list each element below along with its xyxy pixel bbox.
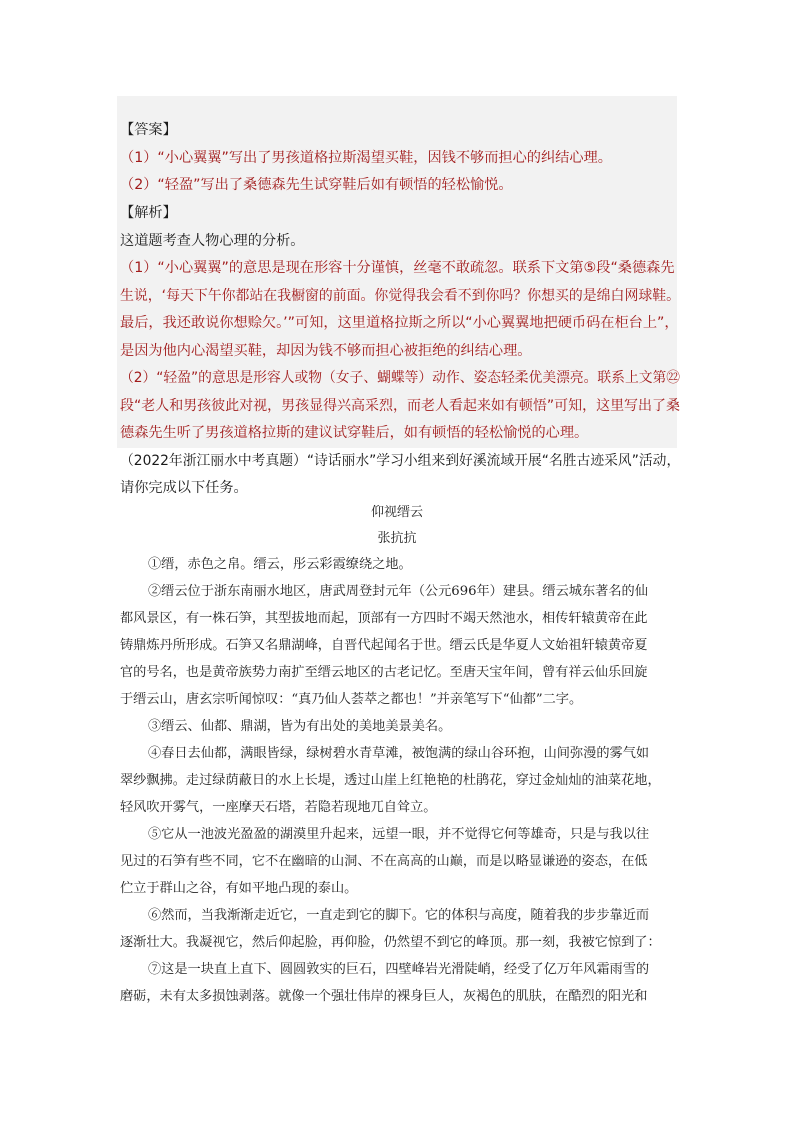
essay-author: 张抗抗 bbox=[377, 531, 417, 546]
essay-line: ④春日去仙都，满眼皆绿，绿树碧水青草滩，被饱满的绿山谷环抱，山间弥漫的雾气如 bbox=[148, 746, 650, 761]
essay-line: 翠纱飘拂。走过绿荫蔽日的水上长堤，透过山崖上红艳艳的杜鹃花，穿过金灿灿的油菜花地， bbox=[120, 773, 661, 788]
analysis-p1-line: 最后，我还敢说你想赊欠。’”可知，这里道格拉斯之所以“小心翼翼地把硬币码在柜台上”， bbox=[120, 315, 679, 331]
essay-line: ③缙云、仙都、鼎湖，皆为有出处的美地美景美名。 bbox=[148, 719, 452, 734]
essay-line: ⑥然而，当我渐渐走近它，一直走到它的脚下。它的体积与高度，随着我的步步靠近而 bbox=[148, 908, 650, 923]
essay-line: ②缙云位于浙东南丽水地区，唐武周登封元年（公元696年）建县。缙云城东著名的仙 bbox=[148, 584, 648, 599]
essay-line: 于缙云山，唐玄宗听闻惊叹：“真乃仙人荟萃之都也！”并亲笔写下“仙都”二字。 bbox=[120, 692, 583, 707]
analysis-p1-line: （1）“小心翼翼”的意思是现在形容十分谨慎，丝毫不敢疏忽。联系下文第⑤段“桑德森先 bbox=[120, 260, 675, 276]
analysis-heading: 【解析】 bbox=[120, 205, 177, 221]
analysis-intro: 这道题考查人物心理的分析。 bbox=[120, 233, 305, 249]
essay-title: 仰视缙云 bbox=[370, 505, 423, 520]
answer-line-1: （1）“小心翼翼”写出了男孩道格拉斯渴望买鞋，因钱不够而担心的纠结心理。 bbox=[120, 150, 612, 166]
essay-line: ⑦这是一块直上直下、圆圆敦实的巨石，四壁峰岩光滑陡峭，经受了亿万年风霜雨雪的 bbox=[148, 962, 650, 977]
essay-line: ⑤它从一池波光盈盈的湖漠里升起来，远望一眼，并不觉得它何等雄奇，只是与我以往 bbox=[148, 827, 650, 842]
essay-line: ①缙，赤色之帛。缙云，彤云彩霞缭绕之地。 bbox=[148, 557, 412, 572]
question-line: 请你完成以下任务。 bbox=[120, 480, 248, 496]
analysis-p2-line: 段“老人和男孩彼此对视，男孩显得兴高采烈，而老人看起来如有顿悟”可知，这里写出了桑 bbox=[120, 398, 681, 414]
answer-line-2: （2）“轻盈”写出了桑德森先生试穿鞋后如有顿悟的轻松愉悦。 bbox=[120, 177, 513, 193]
essay-line: 逐渐壮大。我凝视它，然后仰起脸，再仰脸，仍然望不到它的峰顶。那一刻，我被它惊到了： bbox=[120, 935, 661, 950]
analysis-p1-line: 是因为他内心渴望买鞋，却因为钱不够而担心被拒绝的纠结心理。 bbox=[120, 343, 532, 359]
essay-line: 伫立于群山之谷，有如平地凸现的泰山。 bbox=[120, 881, 358, 896]
analysis-p1-line: 生说，‘每天下午你都站在我橱窗的前面。你觉得我会看不到你吗？你想买的是绵白网球鞋。 bbox=[120, 288, 681, 304]
analysis-p2-line: 德森先生听了男孩道格拉斯的建议试穿鞋后，如有顿悟的轻松愉悦的心理。 bbox=[120, 425, 589, 441]
essay-line: 磨砺，未有太多损蚀剥落。就像一个强壮伟岸的裸身巨人，灰褐色的肌肤，在酷烈的阳光和 bbox=[120, 989, 648, 1004]
analysis-p2-line: （2）“轻盈”的意思是形容人或物（女子、蝴蝶等）动作、姿态轻柔优美漂亮。联系上文第㉒ bbox=[120, 370, 681, 386]
essay-line: 官的号名，也是黄帝族势力南扩至缙云地区的古老记忆。至唐天宝年间，曾有祥云仙乐回旋 bbox=[120, 665, 648, 680]
essay-line: 都风景区，有一株石笋，其型拔地而起，顶部有一方四时不竭天然池水，相传轩辕黄帝在此 bbox=[120, 611, 648, 626]
essay-line: 铸鼎炼丹所形成。石笋又名鼎湖峰，自晋代起闻名于世。缙云氏是华夏人文始祖轩辕黄帝夏 bbox=[120, 638, 648, 653]
question-line: （2022年浙江丽水中考真题）“诗话丽水”学习小组来到好溪流域开展“名胜古迹采风”活动， bbox=[120, 453, 681, 469]
answer-heading: 【答案】 bbox=[120, 122, 177, 138]
essay-line: 见过的石笋有些不同，它不在幽暗的山洞、不在高高的山巅，而是以略显谦逊的姿态，在低 bbox=[120, 854, 648, 869]
essay-line: 轻风吹开雾气，一座摩天石塔，若隐若现地兀自耸立。 bbox=[120, 800, 437, 815]
